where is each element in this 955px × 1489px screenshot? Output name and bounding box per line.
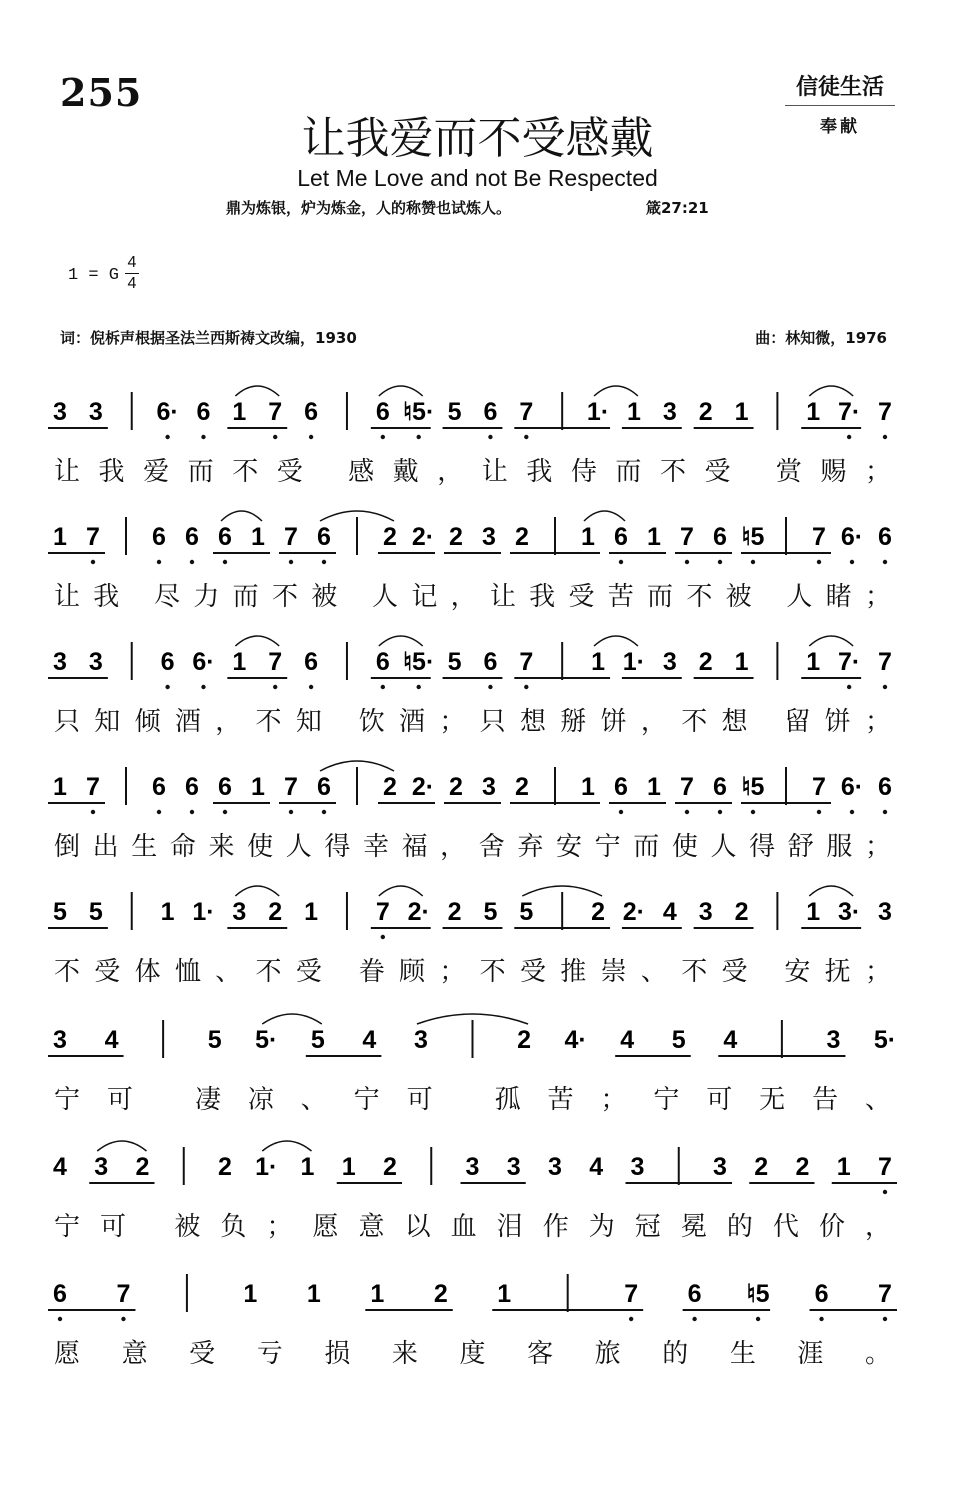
note: 6 bbox=[614, 523, 628, 551]
note: 2 bbox=[449, 773, 463, 801]
note: 2 bbox=[135, 1153, 150, 1181]
note: 5 bbox=[483, 898, 498, 926]
note: 6 bbox=[185, 773, 199, 801]
octave-dot bbox=[273, 685, 277, 689]
slur bbox=[235, 386, 279, 396]
note: 1 bbox=[647, 523, 661, 551]
note: 7 bbox=[86, 523, 100, 551]
octave-dot bbox=[619, 560, 623, 564]
note: 2 bbox=[449, 523, 463, 551]
octave-dot bbox=[619, 810, 623, 814]
note: 3 bbox=[698, 898, 713, 926]
lyrics-line-5: 不受体恤、不受 眷顾；不受推崇、不受 安抚； bbox=[54, 957, 891, 987]
time-signature-top: 4 bbox=[125, 253, 139, 274]
octave-dot bbox=[416, 685, 420, 689]
octave-dot bbox=[685, 560, 689, 564]
note: 4 bbox=[362, 1026, 377, 1054]
note: 6· bbox=[840, 523, 864, 551]
scripture-verse: 鼎为炼银，炉为炼金，人的称赞也试炼人。 bbox=[226, 199, 512, 217]
octave-dot bbox=[381, 685, 385, 689]
note: 3 bbox=[94, 1153, 109, 1181]
note: 7 bbox=[268, 398, 283, 426]
note: 5 bbox=[207, 1026, 222, 1054]
lyrics-line-1: 让我爱而不受 感戴，让我侍而不受 赏赐； bbox=[54, 457, 891, 487]
octave-dot bbox=[165, 435, 169, 439]
score bbox=[0, 370, 955, 1410]
lyrics-line-2: 让我 尽力而不被 人记，让我受苦而不被 人睹； bbox=[54, 582, 892, 612]
slur bbox=[262, 1014, 322, 1024]
octave-dot bbox=[91, 810, 95, 814]
octave-dot bbox=[883, 1317, 887, 1321]
note: 6 bbox=[160, 648, 175, 676]
note: 2 bbox=[383, 773, 397, 801]
note: 3 bbox=[662, 648, 677, 676]
octave-dot bbox=[273, 435, 277, 439]
note: 4 bbox=[53, 1153, 67, 1181]
note: 2 bbox=[698, 398, 713, 426]
octave-dot bbox=[190, 810, 194, 814]
note: 1 bbox=[836, 1153, 851, 1181]
note: 3 bbox=[506, 1153, 521, 1181]
hymn-subtitle: Let Me Love and not Be Respected bbox=[297, 165, 658, 191]
melody-line-6 bbox=[48, 1014, 896, 1058]
octave-dot bbox=[685, 810, 689, 814]
note: 1· bbox=[192, 898, 215, 926]
note: 6 bbox=[218, 773, 232, 801]
note: 1 bbox=[806, 648, 821, 676]
note: 2 bbox=[433, 1280, 448, 1308]
note: 2· bbox=[622, 898, 646, 926]
note: ♮5 bbox=[746, 1280, 770, 1308]
note: 3 bbox=[482, 523, 496, 551]
hymn-title: 让我爱而不受感戴 bbox=[301, 113, 654, 164]
note: 2· bbox=[411, 773, 435, 801]
slur bbox=[221, 511, 262, 521]
octave-dot bbox=[718, 560, 722, 564]
octave-dot bbox=[751, 560, 755, 564]
note: 7 bbox=[519, 398, 534, 426]
slur bbox=[584, 511, 625, 521]
note: ♮5· bbox=[403, 648, 435, 676]
note: 1 bbox=[806, 898, 821, 926]
octave-dot bbox=[381, 935, 385, 939]
note: ♮5 bbox=[741, 523, 765, 551]
octave-dot bbox=[850, 560, 854, 564]
note: 2 bbox=[515, 773, 529, 801]
note: 4 bbox=[662, 898, 677, 926]
note: 3 bbox=[465, 1153, 480, 1181]
note: 6 bbox=[614, 773, 628, 801]
note: 6 bbox=[375, 398, 390, 426]
slur bbox=[809, 636, 853, 646]
note: 2 bbox=[218, 1153, 232, 1181]
lyrics-line-3: 只知倾酒，不知 饮酒；只想掰饼，不想 留饼； bbox=[54, 707, 891, 737]
lyrics-line-7: 宁可 被负；愿意以血泪作为冠冕的代价， bbox=[54, 1212, 891, 1242]
note: 7 bbox=[812, 523, 826, 551]
note: 3 bbox=[630, 1153, 645, 1181]
note: 2 bbox=[383, 523, 397, 551]
note: 1 bbox=[304, 898, 319, 926]
octave-dot bbox=[91, 560, 95, 564]
slur bbox=[97, 1141, 146, 1151]
note: 7 bbox=[624, 1280, 639, 1308]
note: ♮5 bbox=[741, 773, 765, 801]
note: 6 bbox=[483, 648, 498, 676]
note: 7 bbox=[268, 648, 283, 676]
note: 3 bbox=[53, 1026, 67, 1054]
note: 3 bbox=[88, 648, 103, 676]
time-signature bbox=[125, 253, 139, 294]
note: 1 bbox=[251, 523, 265, 551]
note: 3· bbox=[838, 898, 861, 926]
melody-line-4 bbox=[48, 761, 892, 814]
time-signature-bottom: 4 bbox=[127, 275, 137, 292]
note: 1 bbox=[497, 1280, 512, 1308]
note: 6 bbox=[878, 523, 892, 551]
melody-line-1 bbox=[48, 386, 892, 439]
octave-dot bbox=[883, 1190, 887, 1194]
note: 6 bbox=[317, 773, 331, 801]
note: 3 bbox=[662, 398, 677, 426]
octave-dot bbox=[524, 685, 528, 689]
note: 6· bbox=[192, 648, 215, 676]
note: 6 bbox=[878, 773, 892, 801]
note: 6 bbox=[713, 773, 727, 801]
note: 7 bbox=[878, 1280, 892, 1308]
note: 7 bbox=[116, 1280, 131, 1308]
note: 7 bbox=[878, 648, 892, 676]
slur bbox=[809, 386, 853, 396]
hymn-number: 255 bbox=[60, 70, 143, 115]
note: 2· bbox=[407, 898, 430, 926]
octave-dot bbox=[289, 560, 293, 564]
slur bbox=[235, 886, 279, 896]
note: 1· bbox=[622, 648, 646, 676]
note: 6· bbox=[156, 398, 179, 426]
note: 1· bbox=[255, 1153, 278, 1181]
note: 5· bbox=[255, 1026, 278, 1054]
octave-dot bbox=[201, 685, 205, 689]
octave-dot bbox=[850, 810, 854, 814]
melody-line-3 bbox=[48, 636, 892, 689]
note: 1· bbox=[586, 398, 610, 426]
note: 7 bbox=[519, 648, 534, 676]
octave-dot bbox=[289, 810, 293, 814]
note: 1 bbox=[232, 648, 247, 676]
note: 1 bbox=[370, 1280, 385, 1308]
note: 1 bbox=[581, 773, 595, 801]
octave-dot bbox=[381, 435, 385, 439]
octave-dot bbox=[165, 685, 169, 689]
note: 7· bbox=[838, 648, 861, 676]
note: 2 bbox=[268, 898, 283, 926]
octave-dot bbox=[488, 685, 492, 689]
octave-dot bbox=[201, 435, 205, 439]
note: 5 bbox=[447, 648, 462, 676]
octave-dot bbox=[817, 810, 821, 814]
note: 2 bbox=[795, 1153, 810, 1181]
slur bbox=[235, 636, 279, 646]
octave-dot bbox=[488, 435, 492, 439]
note: 2 bbox=[734, 898, 749, 926]
note: 1 bbox=[591, 648, 605, 676]
note: 3 bbox=[53, 648, 67, 676]
note: 3 bbox=[826, 1026, 841, 1054]
note: 3 bbox=[53, 398, 67, 426]
octave-dot bbox=[121, 1317, 125, 1321]
scripture-reference: 箴27:21 bbox=[646, 199, 709, 217]
octave-dot bbox=[883, 435, 887, 439]
note: 6 bbox=[317, 523, 331, 551]
octave-dot bbox=[157, 560, 161, 564]
melody-line-2 bbox=[48, 511, 892, 564]
note: 6 bbox=[304, 398, 319, 426]
slur bbox=[594, 386, 638, 396]
octave-dot bbox=[718, 810, 722, 814]
note: 3 bbox=[548, 1153, 562, 1181]
note: 7 bbox=[680, 523, 694, 551]
note: 1 bbox=[734, 648, 749, 676]
note: 2 bbox=[754, 1153, 769, 1181]
note: 1 bbox=[734, 398, 749, 426]
note: 7 bbox=[878, 1153, 892, 1181]
note: 3 bbox=[482, 773, 496, 801]
octave-dot bbox=[847, 435, 851, 439]
octave-dot bbox=[157, 810, 161, 814]
note: 4· bbox=[564, 1026, 587, 1054]
slur bbox=[379, 386, 423, 396]
note: 5 bbox=[671, 1026, 686, 1054]
note: 2· bbox=[411, 523, 435, 551]
octave-dot bbox=[309, 435, 313, 439]
octave-dot bbox=[692, 1317, 696, 1321]
note: 6 bbox=[483, 398, 498, 426]
octave-dot bbox=[751, 810, 755, 814]
note: 2 bbox=[447, 898, 462, 926]
note: 6 bbox=[152, 773, 166, 801]
octave-dot bbox=[847, 685, 851, 689]
note: 6 bbox=[152, 523, 166, 551]
octave-dot bbox=[309, 685, 313, 689]
note: 3 bbox=[713, 1153, 727, 1181]
octave-dot bbox=[416, 435, 420, 439]
note: 5 bbox=[88, 898, 103, 926]
note: 1 bbox=[53, 523, 67, 551]
note: 6 bbox=[375, 648, 390, 676]
category-label: 信徒生活 bbox=[785, 70, 895, 106]
note: 5 bbox=[447, 398, 462, 426]
note: 1 bbox=[306, 1280, 321, 1308]
note: 6 bbox=[713, 523, 727, 551]
note: 6 bbox=[185, 523, 199, 551]
slur bbox=[262, 1141, 311, 1151]
note: 7 bbox=[86, 773, 100, 801]
octave-dot bbox=[190, 560, 194, 564]
note: 3 bbox=[878, 898, 892, 926]
note: 2 bbox=[591, 898, 605, 926]
note: ♮5· bbox=[403, 398, 435, 426]
subcategory-label: 奉献 bbox=[820, 117, 860, 137]
note: 7 bbox=[284, 773, 298, 801]
note: 5 bbox=[310, 1026, 325, 1054]
note: 1 bbox=[300, 1153, 315, 1181]
octave-dot bbox=[817, 560, 821, 564]
lyricist-credit: 词：倪柝声根据圣法兰西斯祷文改编，1930 bbox=[60, 329, 357, 347]
octave-dot bbox=[883, 685, 887, 689]
slur bbox=[379, 886, 423, 896]
melody-line-8 bbox=[48, 1274, 897, 1321]
note: 2 bbox=[383, 1153, 397, 1181]
note: 4 bbox=[723, 1026, 738, 1054]
note: 4 bbox=[589, 1153, 604, 1181]
composer-credit: 曲：林知微，1976 bbox=[755, 329, 887, 347]
melody-line-7 bbox=[53, 1141, 897, 1194]
key-signature: 1 = G bbox=[68, 266, 120, 285]
octave-dot bbox=[629, 1317, 633, 1321]
note: 6 bbox=[53, 1280, 67, 1308]
octave-dot bbox=[322, 560, 326, 564]
note: 1 bbox=[647, 773, 661, 801]
lyrics-line-8: 愿意受亏损来度客旅的生涯。 bbox=[54, 1339, 891, 1369]
note: 1 bbox=[806, 398, 821, 426]
note: 3 bbox=[88, 398, 103, 426]
slur bbox=[594, 636, 638, 646]
note: 3 bbox=[232, 898, 247, 926]
melody-line-5 bbox=[48, 886, 892, 939]
note: 6 bbox=[196, 398, 211, 426]
note: 3 bbox=[413, 1026, 428, 1054]
note: 1 bbox=[581, 523, 595, 551]
note: 6 bbox=[218, 523, 232, 551]
note: 1 bbox=[251, 773, 265, 801]
note: 7 bbox=[375, 898, 390, 926]
note: 4 bbox=[620, 1026, 635, 1054]
note: 1 bbox=[626, 398, 641, 426]
note: 1 bbox=[341, 1153, 356, 1181]
note: 6 bbox=[304, 648, 319, 676]
note: 5 bbox=[53, 898, 67, 926]
lyrics-line-6: 宁可 凄凉、宁可 孤苦；宁可无告、 bbox=[54, 1085, 891, 1115]
note: 1 bbox=[53, 773, 67, 801]
octave-dot bbox=[223, 810, 227, 814]
note: 5 bbox=[519, 898, 534, 926]
note: 7 bbox=[680, 773, 694, 801]
slur bbox=[809, 886, 853, 896]
note: 6 bbox=[687, 1280, 702, 1308]
octave-dot bbox=[883, 810, 887, 814]
note: 6· bbox=[840, 773, 864, 801]
octave-dot bbox=[524, 435, 528, 439]
note: 4 bbox=[104, 1026, 119, 1054]
note: 7· bbox=[838, 398, 861, 426]
octave-dot bbox=[58, 1317, 62, 1321]
note: 6 bbox=[814, 1280, 829, 1308]
octave-dot bbox=[819, 1317, 823, 1321]
note: 2 bbox=[515, 523, 529, 551]
note: 7 bbox=[812, 773, 826, 801]
lyrics-line-4: 倒出生命来使人得幸福，舍弃安宁而使人得舒服； bbox=[54, 832, 891, 862]
slur bbox=[379, 636, 423, 646]
note: 1 bbox=[232, 398, 247, 426]
note: 7 bbox=[284, 523, 298, 551]
octave-dot bbox=[223, 560, 227, 564]
note: 1 bbox=[243, 1280, 258, 1308]
octave-dot bbox=[322, 810, 326, 814]
octave-dot bbox=[883, 560, 887, 564]
note: 2 bbox=[517, 1026, 532, 1054]
note: 1 bbox=[160, 898, 175, 926]
octave-dot bbox=[756, 1317, 760, 1321]
note: 2 bbox=[698, 648, 713, 676]
note: 7 bbox=[878, 398, 892, 426]
note: 5· bbox=[873, 1026, 897, 1054]
